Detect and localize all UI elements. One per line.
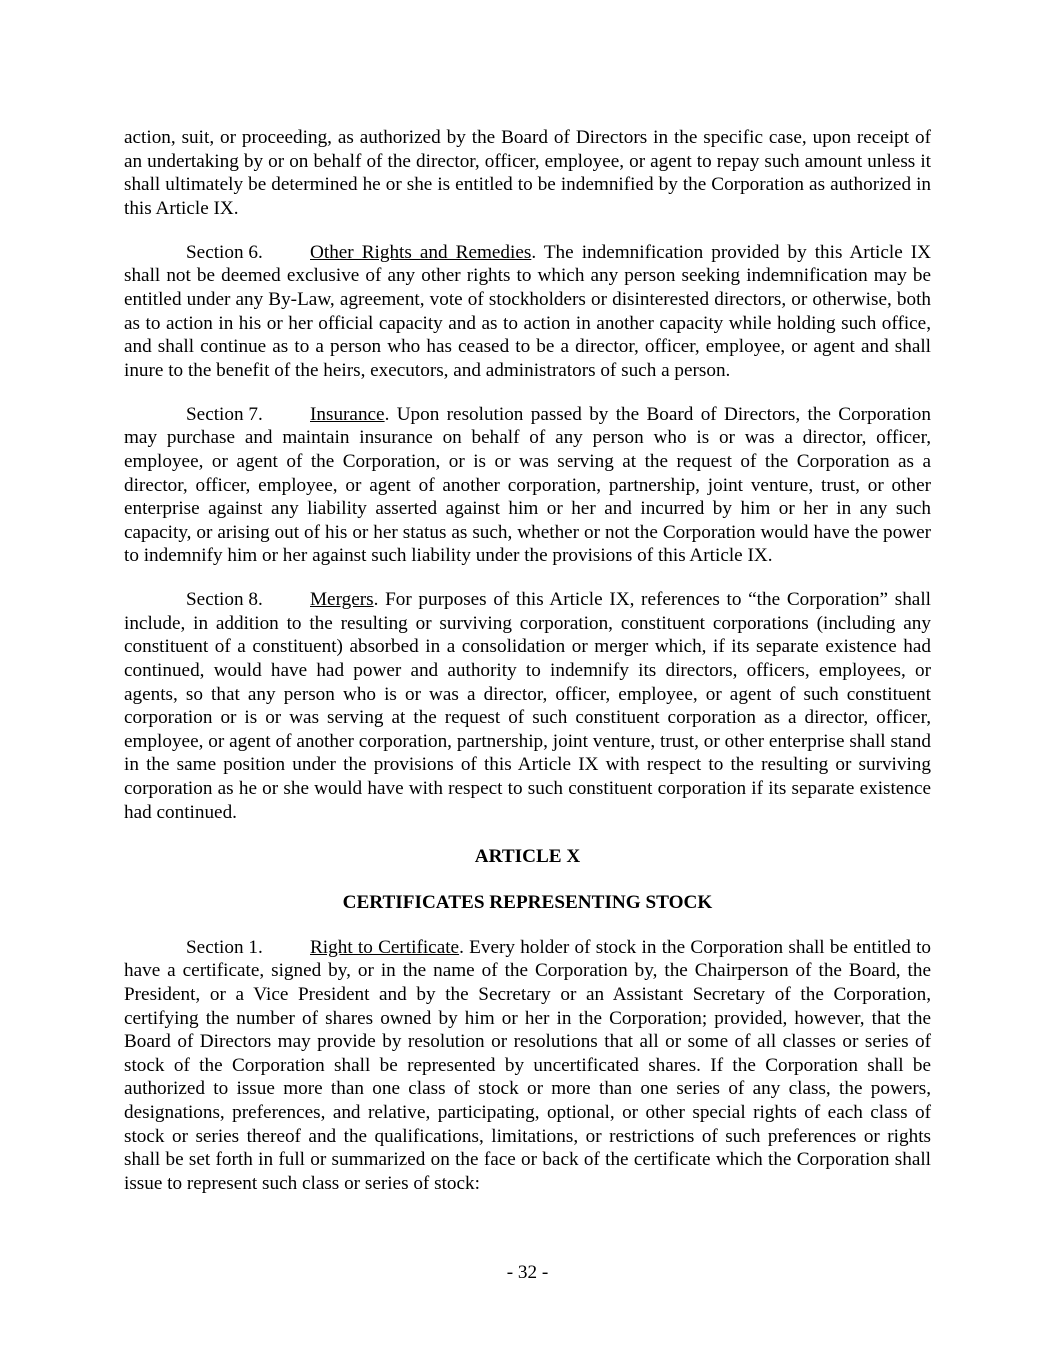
document-page — [124, 126, 931, 1216]
section-8-label: Section 8. — [186, 589, 263, 611]
section-8-title: Mergers — [310, 589, 374, 611]
section-6-body: . The indemnification provided by this Article IX shall not be deemed exclusive of any other rights to which any person seeking indemnification may be entitled under any By-Law, agreement, vote of stockholders or disinterested directors, or otherwise, both as to action in his or her official capacity and as to action in another capacity while holding such office, and shall continue as to a person who has ceased to be a director, officer, employee, or agent and shall inure to the benefit of the heirs, executors, and administrators of such a person. — [124, 241, 932, 381]
section-6-paragraph — [124, 241, 931, 383]
section-7-paragraph — [124, 403, 931, 568]
section-7-body: . Upon resolution passed by the Board of Directors, the Corporation may purchase and maintain insurance on behalf of any person who is or was a director, officer, employee, or agent of the Corporation, or is or was serving at the request of the Corporation as a director, officer, employee, or agent of another corporation, partnership, joint venture, trust, or other enterprise against any liability asserted against him or her and incurred by him or her in any such capacity, or arising out of his or her status as such, whether or not the Corporation would have the power to indemnify him or her against such liability under the provisions of this Article IX. — [124, 403, 931, 567]
article-x-section-1-paragraph — [124, 936, 931, 1196]
section-8-paragraph — [124, 588, 931, 824]
article-x-section-1-body: . Every holder of stock in the Corporation shall be entitled to have a certificate, signed by, or in the name of the Corporation by, the Chairperson of the Board, the President, or a Vice President and by the Secretary or an Assistant Secretary of the Corporation, certifying the number of shares owned by him or her in the Corporation; provided, however, that the Board of Directors may provide by resolution or resolutions that all or some of all classes or series of stock of the Corporation shall be represented by uncertificated shares. If the Corporation shall be authorized to issue more than one class of stock or more than one series of any class, the powers, designations, preferences, and relative, participating, optional, or other special rights of each class of stock or series thereof and the qualifications, limitations, or restrictions of such preferences or rights shall be set forth in full or summarized on the face or back of the certificate which the Corporation shall issue to represent such class or series of stock: — [124, 936, 931, 1194]
section-7-title: Insurance — [310, 403, 385, 425]
article-x-section-1-label: Section 1. — [186, 936, 263, 958]
section-6-label: Section 6. — [186, 241, 263, 263]
section-8-body: . For purposes of this Article IX, references to “the Corporation” shall include, in addition to the resulting or surviving corporation, constituent corporations (including any constituent of a constituent) absorbed in a consolidation or merger which, if its separate existence had continued, would have had power and authority to indemnify its directors, officers, employees, or agents, so that any person who is or was a director, officer, employee, or agent of such constituent corporation or is or was serving at the request of such constituent corporation as a director, officer, employee, or agent of another corporation, partnership, joint venture, trust, or other enterprise shall stand in the same position under the provisions of this Article IX with respect to the resulting or surviving corporation as he or she would have with respect to such constituent corporation if its separate existence had continued. — [124, 589, 931, 823]
section-7-label: Section 7. — [186, 403, 263, 425]
section-6-title: Other Rights and Remedies — [310, 241, 532, 263]
article-heading: ARTICLE X — [474, 845, 581, 867]
article-title: CERTIFICATES REPRESENTING STOCK — [342, 892, 713, 914]
intro-paragraph: action, suit, or proceeding, as authorized by the Board of Directors in the specific case, upon receipt of an undertaking by or on behalf of the director, officer, employee, or agent to repay such amount unless it shall ultimately be determined he or she is entitled to be indemnified by the Corporation as authorized in this Article IX. — [124, 127, 931, 219]
page-number: - 32 - — [506, 1262, 549, 1283]
article-x-section-1-title: Right to Certificate — [310, 936, 460, 958]
